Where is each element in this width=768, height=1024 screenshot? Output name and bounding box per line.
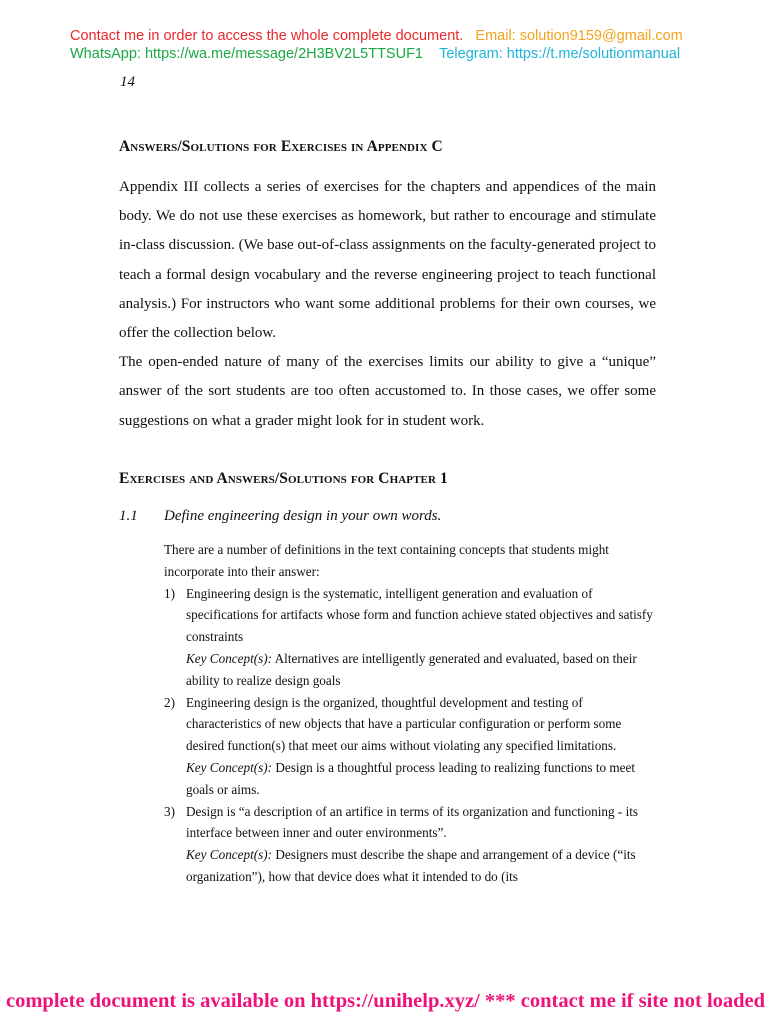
answer-item bbox=[164, 583, 654, 692]
key-concept-label: Key Concept(s): bbox=[186, 650, 273, 666]
page-number: 14 bbox=[120, 74, 135, 90]
answer-intro: There are a number of definitions in the text containing concepts that students might incorporate into their answer: bbox=[164, 542, 609, 579]
answer-item-text: Engineering design is the organized, thoughtful development and testing of characteristics of new objects that have a particular configuration or perform some desired function(s) that meet our aims without violating any specified limitations. bbox=[186, 694, 622, 754]
telegram-link[interactable]: Telegram: https://t.me/solutionmanual bbox=[439, 46, 681, 62]
key-concept-text: Design is a thoughtful process leading to realizing functions to meet goals or aims. bbox=[186, 759, 636, 797]
exercise-answer bbox=[164, 539, 654, 888]
answer-item-text: Engineering design is the systematic, intelligent generation and evaluation of specifications for artifacts whose form and function achieve stated objectives and satisfy constraints bbox=[186, 585, 653, 645]
contact-banner-line-1 bbox=[70, 27, 683, 45]
key-concept-text: Alternatives are intelligently generated and evaluated, based on their ability to realize design goals bbox=[186, 650, 637, 688]
email-link[interactable]: Email: solution9159@gmail.com bbox=[475, 28, 683, 44]
key-concept bbox=[186, 648, 654, 692]
whatsapp-link[interactable]: WhatsApp: https://wa.me/message/2H3BV2L5TTSUF1 bbox=[70, 46, 423, 62]
key-concept-label: Key Concept(s): bbox=[186, 847, 273, 863]
contact-message: Contact me in order to access the whole complete document. bbox=[70, 28, 464, 44]
contact-banner-line-2 bbox=[70, 45, 680, 63]
key-concept bbox=[186, 844, 654, 888]
exercise-number: 1.1 bbox=[119, 508, 138, 524]
section-heading-chapter-1: Exercises and Answers/Solutions for Chapter 1 bbox=[119, 470, 448, 487]
exercise-question: Define engineering design in your own words. bbox=[164, 508, 442, 524]
answer-item-number: 2) bbox=[164, 694, 175, 710]
intro-paragraphs bbox=[119, 173, 656, 436]
key-concept-label: Key Concept(s): bbox=[186, 759, 273, 775]
key-concept-text: Designers must describe the shape and arrangement of a device (“its organization”), how that device does what it intended to do (its bbox=[186, 847, 636, 884]
answer-item bbox=[164, 801, 654, 888]
answer-item-number: 1) bbox=[164, 585, 175, 601]
answer-item-text: Design is “a description of an artifice in terms of its organization and functioning - its interface between inner and outer environments”. bbox=[186, 803, 639, 841]
intro-paragraph-2: The open-ended nature of many of the exercises limits our ability to give a “unique” answer of the sort students are too often accustomed to. In those cases, we offer some suggestions on what a grader might look for in student work. bbox=[119, 354, 656, 429]
footer-availability-notice[interactable]: complete document is available on https://unihelp.xyz/ *** contact me if site not loaded bbox=[6, 990, 766, 1012]
intro-paragraph-1: Appendix III collects a series of exercises for the chapters and appendices of the main body. We do not use these exercises as homework, but rather to encourage and stimulate in-class discussion. (We base out-of-class assignments on the faculty-generated project to teach a formal design vocabulary and the reverse engineering project to teach functional analysis.) For instructors who want some additional problems for their own courses, we offer the collection below. bbox=[119, 179, 656, 342]
answer-item-number: 3) bbox=[164, 803, 175, 819]
key-concept bbox=[186, 757, 654, 801]
answer-item bbox=[164, 692, 654, 801]
section-heading-appendix-c: Answers/Solutions for Exercises in Appendix C bbox=[119, 138, 443, 155]
